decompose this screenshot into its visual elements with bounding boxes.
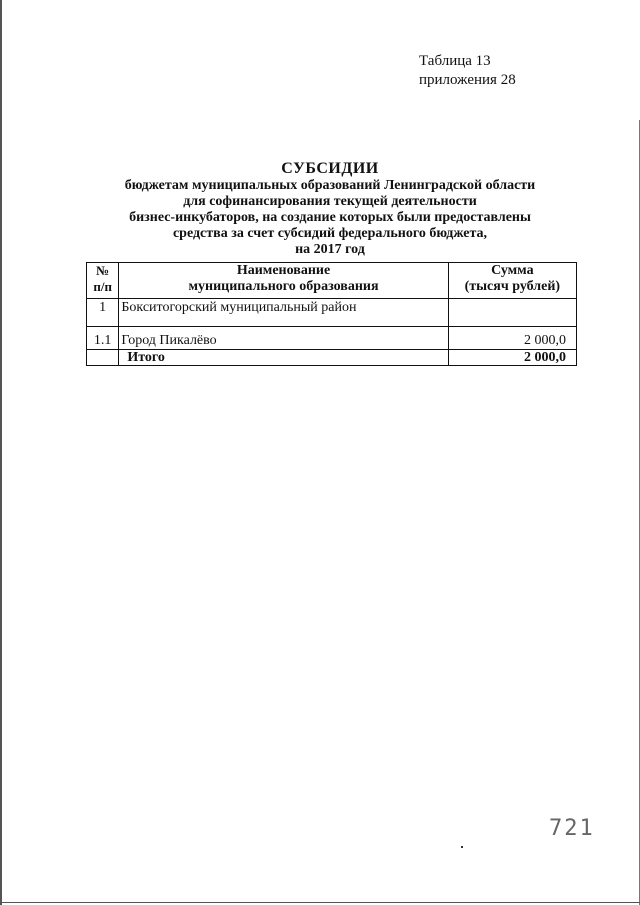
total-sum: 2 000,0: [448, 350, 576, 366]
subsidies-table: [86, 262, 577, 366]
header-sum-line2: (тысяч рублей): [464, 279, 561, 294]
title-line-1: бюджетам муниципальных образований Ленинградской области: [124, 178, 536, 193]
header-num: [87, 263, 119, 299]
total-label: Итого: [119, 350, 448, 366]
row-name: Бокситогорский муниципальный район: [119, 299, 448, 327]
header-name-line2: муниципального образования: [188, 279, 379, 294]
row-name: Город Пикалёво: [119, 327, 448, 350]
row-sum: [448, 299, 576, 327]
scan-edge-bottom: [0, 902, 640, 903]
table-reference-line1: Таблица 13: [419, 53, 491, 69]
header-name: [119, 263, 448, 299]
title-line-4: средства за счет субсидий федерального бюджета,: [172, 226, 488, 241]
header-num-line1: №: [96, 263, 110, 278]
table-row: [87, 327, 577, 350]
title-main: СУБСИДИИ: [281, 160, 379, 177]
scan-edge-left: [0, 0, 2, 905]
page-number: 721: [549, 816, 595, 841]
row-sum: 2 000,0: [448, 327, 576, 350]
row-num: 1: [87, 299, 119, 327]
title-line-5: на 2017 год: [295, 242, 365, 257]
title-line-3: бизнес-инкубаторов, на создание которых были предоставлены: [129, 210, 531, 225]
scan-dot: [461, 846, 463, 848]
title-line-2: для софинансирования текущей деятельности: [183, 194, 477, 209]
table-reference-line2: приложения 28: [419, 72, 516, 88]
header-sum-line1: Сумма: [491, 263, 534, 278]
header-num-line2: п/п: [93, 279, 112, 294]
total-row: [87, 350, 577, 366]
header-sum: [448, 263, 576, 299]
table-header-row: [87, 263, 577, 299]
total-num: [87, 350, 119, 366]
header-name-line1: Наименование: [236, 263, 331, 278]
table-reference: [419, 52, 516, 90]
row-num: 1.1: [87, 327, 119, 350]
table-row: [87, 299, 577, 327]
document-title: [80, 160, 580, 258]
